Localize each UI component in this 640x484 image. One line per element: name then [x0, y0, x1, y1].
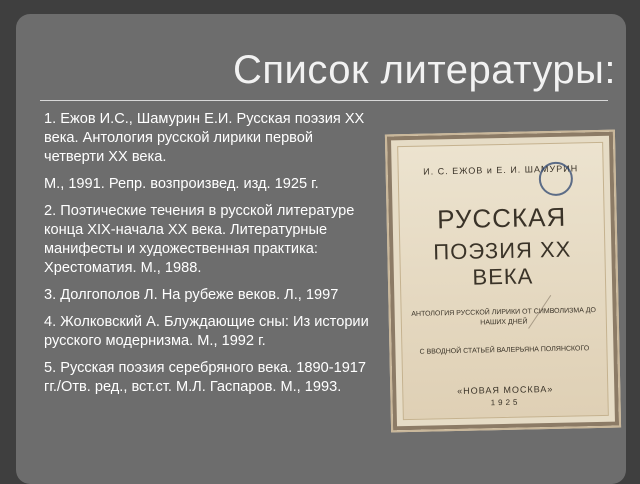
- book-subtitle: АНТОЛОГИЯ РУССКОЙ ЛИРИКИ ОТ СИМВОЛИЗМА ДО НАШИХ ДНЕЙ: [411, 307, 597, 327]
- bibliography-item: 4. Жолковский А. Блуждающие сны: Из истории русского модернизма. М., 1992 г.: [44, 314, 369, 349]
- bibliography-item: М., 1991. Репр. возпроизвед. изд. 1925 г.: [44, 176, 319, 192]
- book-publisher: «НОВАЯ МОСКВА»: [457, 383, 554, 396]
- bibliography-item: 1. Ежов И.С., Шамурин Е.И. Русская поэзия ХХ века. Антология русской лирики первой четверти ХХ века.: [44, 111, 365, 165]
- book-cover-page: [397, 142, 609, 420]
- slide-title: Список литературы:: [232, 48, 616, 92]
- book-year: 1925: [490, 397, 521, 408]
- book-title-line1: РУССКАЯ: [436, 201, 567, 235]
- slide: [16, 14, 626, 484]
- book-cover-image: [385, 130, 621, 433]
- title-divider: [40, 100, 608, 101]
- book-authors: И. С. ЕЖОВ и Е. И. ШАМУРИН: [423, 163, 579, 177]
- bibliography-item: 5. Русская поэзия серебряного века. 1890-1917 гг./Отв. ред., вст.ст. М.Л. Гаспаров. М., 1993.: [44, 360, 367, 395]
- bibliography-list: [44, 110, 374, 405]
- library-stamp-icon: [539, 162, 574, 197]
- book-title-line2: ПОЭЗИЯ XX ВЕКА: [433, 236, 572, 290]
- book-intro: С ВВОДНОЙ СТАТЬЕЙ ВАЛЕРЬЯНА ПОЛЯНСКОГО: [419, 345, 590, 356]
- bibliography-item: 3. Долгополов Л. На рубеже веков. Л., 1997: [44, 287, 339, 303]
- bibliography-item: 2. Поэтические течения в русской литературе конца XIX-начала XX века. Литературные манифесты и художественная практика: Хрестоматия. М., 1988.: [44, 203, 355, 276]
